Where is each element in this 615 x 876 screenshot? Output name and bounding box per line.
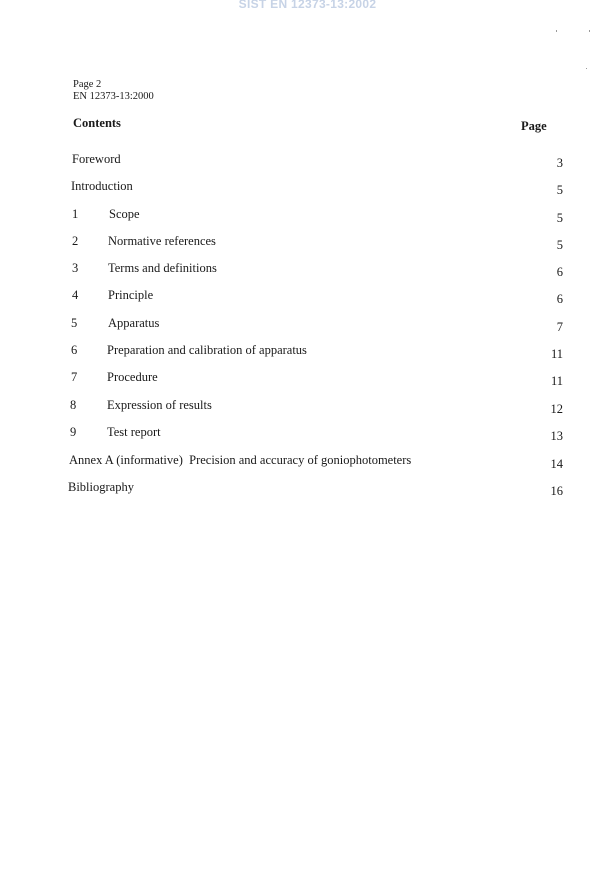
standard-reference: EN 12373-13:2000 [73, 91, 154, 102]
toc-entry-title: Normative references [108, 234, 216, 248]
page-number-label: Page 2 [73, 79, 102, 90]
toc-entry-title: Expression of results [107, 398, 212, 412]
toc-entry-page: 13 [550, 429, 563, 443]
toc-entry-page: 6 [556, 265, 563, 279]
toc-entry-number: 2 [72, 234, 79, 248]
contents-title: Contents [73, 116, 121, 130]
toc-entry-apparatus [0, 316, 615, 334]
toc-entry-normative-references [0, 234, 615, 252]
toc-entry-page: 5 [556, 238, 563, 252]
toc-entry-page: 14 [550, 457, 563, 471]
toc-entry-title: Terms and definitions [108, 261, 217, 275]
toc-entry-title: Scope [109, 207, 140, 221]
toc-entry-title: Annex A (informative) Precision and accuracy of goniophotometers [69, 453, 412, 467]
toc-entry-number: 3 [72, 261, 79, 275]
toc-entry-title: Test report [107, 425, 161, 439]
toc-entry-title: Bibliography [68, 480, 134, 494]
toc-entry-number: 7 [71, 370, 78, 384]
toc-entry-introduction [0, 179, 615, 197]
toc-entry-test-report [0, 425, 615, 443]
page-header [73, 79, 154, 103]
toc-entry-number: 1 [72, 207, 79, 221]
toc-entry-page: 6 [556, 292, 563, 306]
toc-entry-page: 16 [550, 484, 563, 498]
toc-entry-page: 5 [556, 211, 563, 225]
toc-entry-annex-a [0, 453, 615, 471]
watermark: SIST EN 12373-13:2002 [238, 0, 377, 11]
toc-entry-page: 3 [556, 156, 563, 170]
toc-entry-page: 5 [556, 183, 563, 197]
scan-speck [589, 30, 590, 32]
toc-entry-page: 11 [550, 374, 563, 388]
scan-speck [586, 68, 587, 69]
toc-entry-bibliography [0, 480, 615, 498]
toc-entry-title: Principle [108, 288, 154, 302]
toc-entry-number: 4 [72, 288, 79, 302]
toc-entry-number: 5 [71, 316, 78, 330]
toc-entry-preparation-and-calibration [0, 343, 615, 361]
toc-entry-title: Foreword [72, 152, 121, 166]
toc-entry-title: Introduction [71, 179, 133, 193]
scan-speck [556, 30, 557, 32]
toc-entry-title: Procedure [107, 370, 158, 384]
toc-entry-number: 9 [70, 425, 77, 439]
toc-entry-title: Preparation and calibration of apparatus [107, 343, 307, 357]
toc-entry-scope [0, 207, 615, 225]
toc-entry-page: 11 [550, 347, 563, 361]
toc-entry-number: 6 [71, 343, 78, 357]
toc-entry-principle [0, 288, 615, 306]
toc-entry-page: 7 [556, 320, 563, 334]
toc-entry-procedure [0, 370, 615, 388]
page-column-heading: Page [521, 119, 547, 133]
toc-entry-page: 12 [550, 402, 563, 416]
toc-entry-expression-of-results [0, 398, 615, 416]
toc-entry-number: 8 [70, 398, 77, 412]
toc-entry-foreword [0, 152, 615, 170]
toc-entry-terms-and-definitions [0, 261, 615, 279]
toc-entry-title: Apparatus [108, 316, 160, 330]
